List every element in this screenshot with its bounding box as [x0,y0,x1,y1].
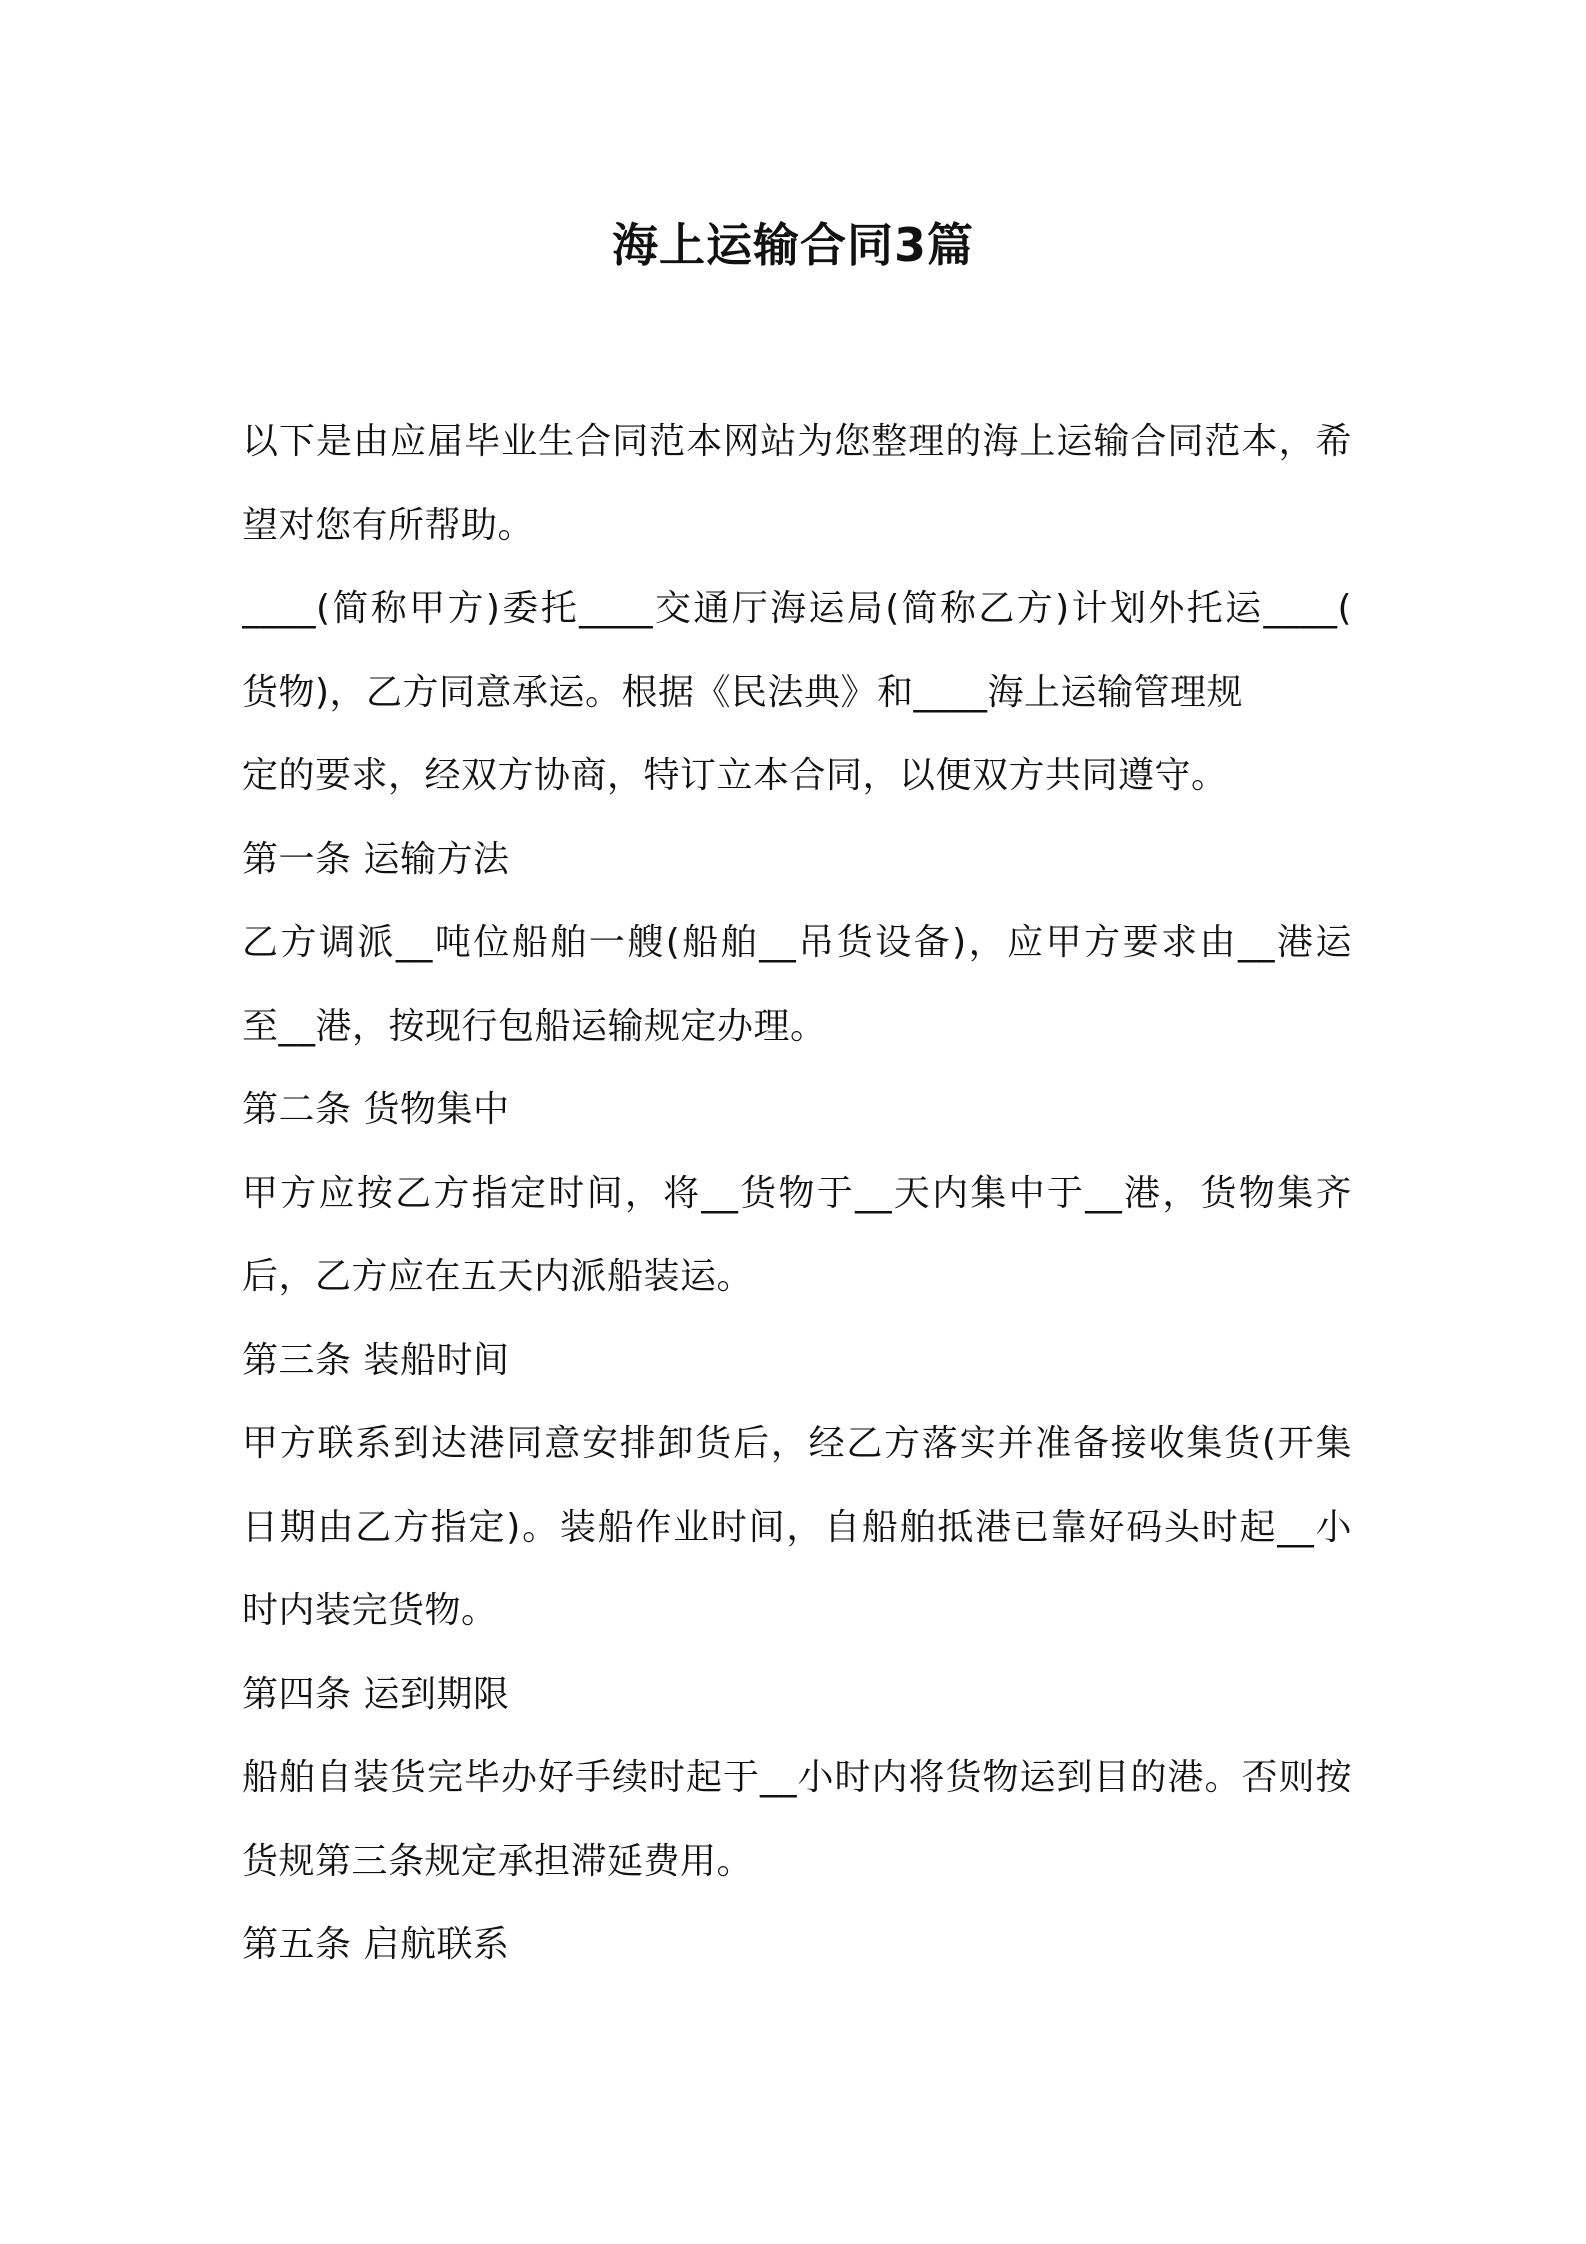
paragraph-line: 时内装完货物。 [242,1590,498,1631]
article-heading: 第一条 运输方法 [242,838,510,880]
article-heading: 第三条 装船时间 [242,1339,510,1381]
article-heading: 第五条 启航联系 [242,1924,510,1965]
paragraph-line: 后，乙方应在五天内派船装运。 [242,1256,754,1297]
paragraph-line: 甲方联系到达港同意安排卸货后，经乙方落实并准备接收集货(开集 [242,1423,1352,1464]
paragraph-line: 日期由乙方指定)。装船作业时间，自船舶抵港已靠好码头时起__小 [242,1506,1352,1548]
paragraph-line: ____(简称甲方)委托____交通厅海运局(简称乙方)计划外托运____( [242,588,1352,629]
paragraph-line: 至__港，按现行包船运输规定办理。 [242,1005,827,1047]
document-title: 海上运输合同3篇 [611,218,974,272]
article-heading: 第二条 货物集中 [242,1089,510,1130]
document-body [242,400,1352,1987]
paragraph-line: 船舶自装货完毕办好手续时起于__小时内将货物运到目的港。否则按 [242,1757,1352,1798]
article-heading: 第四条 运到期限 [242,1673,510,1715]
paragraph-line: 甲方应按乙方指定时间，将__货物于__天内集中于__港，货物集齐 [242,1172,1352,1214]
paragraph-line: 以下是由应届毕业生合同范本网站为您整理的海上运输合同范本，希 [242,421,1352,462]
paragraph-line: 乙方调派__吨位船舶一艘(船舶__吊货设备)，应甲方要求由__港运 [242,922,1352,963]
paragraph-line: 货规第三条规定承担滞延费用。 [242,1840,754,1882]
paragraph-line: 定的要求，经双方协商，特订立本合同，以便双方共同遵守。 [242,755,1228,796]
paragraph-line: 货物)，乙方同意承运。根据《民法典》和____海上运输管理规 [242,671,1244,713]
paragraph-line: 望对您有所帮助。 [242,504,535,546]
